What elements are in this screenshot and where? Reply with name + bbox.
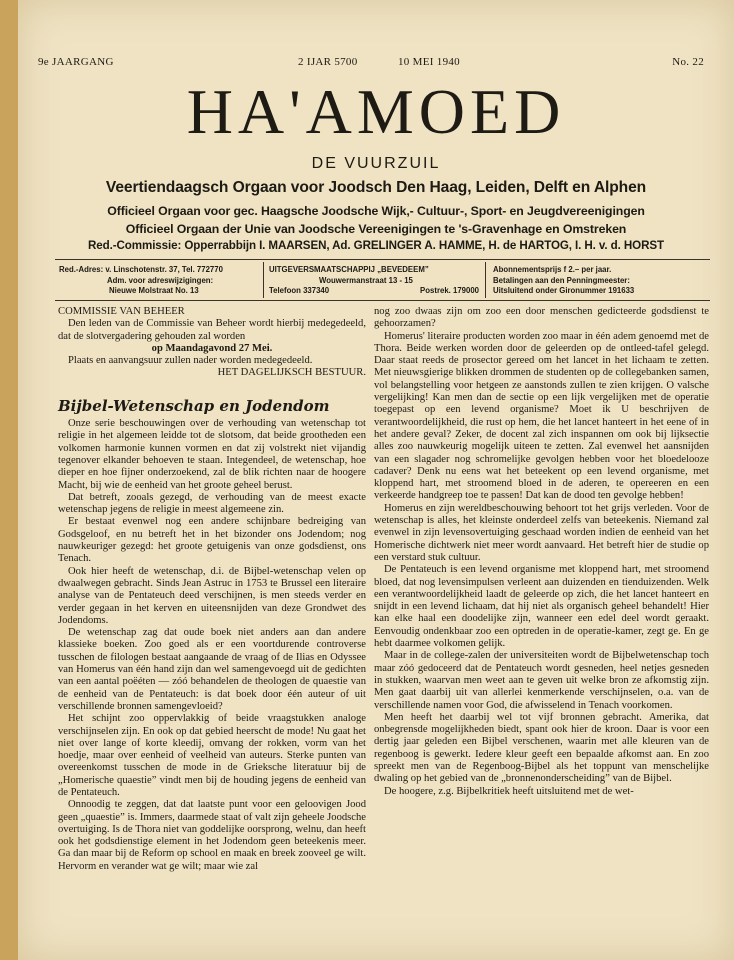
article-paragraph: Onnoodig te zeggen, dat dat laatste punt voor een geloovigen Jood geen „quaestie” is. Immers, daarmede staat of valt zijn geheele Joodsche overtuiging. Is de Thora niet van goddelijke oorsprong, welnu, dan heeft ook het godsdienstige element in het Jodendom geen beteekenis meer. Ga dan maar bij de Reform op school en maak en breek zooveel ge wilt. Hervorm en verander wat ge wilt; maar wie zal: [58, 799, 366, 872]
article-paragraph: Ook hier heeft de wetenschap, d.i. de Bijbel-wetenschap velen op dwaalwegen gebracht. Sinds Jean Astruc in 1753 te Brussel een literaire analyse van de Pentateuch deed verschijnen, is men steeds verder en verder gegaan in het kerven en uiteensnijden van deze Grondwet des Jodendoms.: [58, 565, 366, 626]
article-body-left: [58, 418, 366, 873]
subscription-line: Betalingen aan den Penningmeester:: [493, 275, 630, 285]
masthead-title: HA'AMOED: [186, 76, 566, 147]
subscription-block: [493, 265, 634, 297]
article-paragraph: Onze serie beschouwingen over de verhouding van wetenschap tot religie in het algemeen leidde tot de slotsom, dat beide grootheden een volkomen harmonie kunnen vormen en dat zij volstrekt niet vijandig tegenover elkander behoeven te staan. Integendeel, de wetenschap, hoe dieper en hoe fijner onderzoekend, zal de blik richten naar de hoogere Macht, bij wie de eenheid van het groote geheel berust.: [58, 418, 366, 491]
article-paragraph: Maar in de college-zalen der universiteiten wordt de Bijbelwetenschap toch maar zóó gedoceerd dat de Pentateuch wordt gesneden, heel netjes gesneden in stukken, waarvan men weet aan te geven uit welke bron ze afkomstig zijn. Men gaat daarbij uit van allerlei kenmerkende verschijnselen, o.a. van de verschillende namen voor God, die afwisselend in Tenach voorkomen.: [374, 650, 709, 711]
volume: 9e JAARGANG: [38, 56, 114, 68]
article-paragraph: Homerus en zijn wereldbeschouwing behoort tot het grijs verleden. Voor de wetenschap is alles, het kleinste onderdeel zelfs van beteekenis. Niemand zal evenwel in zijn levensovertuiging geschaad worden indien de eenheid van het Homerische dichtwerk niet meer wordt aanvaard. Het betreft hier de studie op een verstard stuk cultuur.: [374, 502, 709, 563]
issue-date: 10 MEI 1940: [398, 56, 460, 68]
article-body-right: [374, 306, 709, 798]
publisher-giro: Postrek. 179000: [420, 286, 479, 295]
official-organ-2: Officieel Orgaan der Unie van Joodsche Vereenigingen te 's-Gravenhage en Omstreken: [125, 222, 627, 236]
article-paragraph: De wetenschap zag dat oude boek niet anders aan dan andere klassieke boeken. Zoo goed als er een voortdurende controverse tusschen de filologen bestaat aangaande de vraag of de Ilias en Odyssee van Homerus van één hand zijn dan wel samengevoegd uit de gedichten van een aantal poëéten — zóó behandelen de theologen de quaestie van de eenheid van de Pentateuch: is dat boek door één auteur of uit verschillende bronnen samengevloeid?: [58, 627, 366, 712]
issue-line: [38, 56, 704, 70]
divider: [485, 262, 486, 298]
article-title: Bijbel-Wetenschap en Jodendom: [58, 396, 330, 415]
publisher-block: [269, 265, 481, 297]
address-block: [59, 265, 223, 297]
article-paragraph: nog zoo dwaas zijn om zoo een door menschen gedicteerde godsdienst te gehoorzamen?: [374, 306, 709, 330]
info-box: [55, 259, 710, 301]
article-paragraph: Er bestaat evenwel nog een andere schijnbare bedreiging van Godsgeloof, en nu betreft het in het bizonder ons Jodendom; nog nauwkeuriger gezegd: het groote getuigenis van onze godsdienst, ons Tenach.: [58, 516, 366, 565]
notice-text: Plaats en aanvangsuur zullen nader worden medegedeeld.: [68, 355, 313, 367]
article-paragraph: De Pentateuch is een levend organisme met kloppend hart, met stroomend bloed, dat nog levensimpulsen verleent aan duizenden en tienduizenden. Welk een verantwoordelijkheid laadt de geleerde op zich, die het lancet hanteert en snijdt in een levend lichaam, dat hij niet als organisch geheel behandelt! Hier kan elke haal een doodelijke zijn, wanneer een edel deel wordt geraakt. Eenvoudig ondenkbaar zoo een optreden in de operatie-kamer, zegt ge. En ge hebt daarmee volkomen gelijk.: [374, 564, 709, 650]
masthead-subtitle: DE VUURZUIL: [311, 155, 441, 172]
article-paragraph: Men heeft het daarbij wel tot vijf bronnen gebracht. Amerika, dat onbegrensde mogelijkheden biedt, spant ook hier de kroon. Daar is voor een dertig jaar geleden een Bijbel verschenen, waarin met alle kleuren van de regenboog is gewerkt. Iedere kleur geeft een bepaalde afkomst aan. En zoo spreekt men van de Regenboog-Bijbel als het toppunt van menschelijke dwaling op het gebied van de „bronnenonderscheiding” van de Bijbel.: [374, 711, 709, 785]
divider: [263, 262, 264, 298]
left-column: [58, 306, 366, 873]
editorial-committee: Red.-Commissie: Opperrabbijn I. MAARSEN, Ad. GRELINGER A. HAMME, H. de HARTOG, I. H. v. d. HORST: [88, 239, 664, 252]
notice-date: op Maandagavond 27 Mei.: [151, 342, 273, 354]
address-line: Adm. voor adreswijzigingen:: [107, 275, 214, 285]
subscription-line: Uitsluitend onder Gironummer 191633: [493, 286, 635, 295]
right-column: [374, 306, 709, 798]
article-paragraph: Het schijnt zoo oppervlakkig of beide vraagstukken analoge verschijnselen zijn. En ook op dat gebied heerscht de mode! Nu gaat het niet over lange of korte kleedij, omvang der rokken, vorm van het hoedje, maar over eenheid of veelheid van auteurs. Sterke punten van overeenkomst tusschen de mode in de Grieksche literatuur bij de „Homerische quaestie” vindt men bij de houding jegens de eenheid van de Pentateuch.: [58, 713, 366, 798]
notice-signature: HET DAGELIJKSCH BESTUUR.: [217, 367, 366, 379]
article-paragraph: Homerus' literaire producten worden zoo maar in één adem genoemd met de Thora. Beide werken worden door de geleerden op de ontleed-tafel gelegd. Daar staat reeds de prosector gereed om het lancet in het lichaam te zetten. Met nieuwsgierige blikken drommen de studenten op de collegebanken samen, vol belangstelling voor hetgeen ze aanstonds zullen te zien krijgen. O valsche vergelijking! Kan men dan de sectie op een lijk vergelijken met de operatie toegepast op een levend organisme? Moet ik U beschrijven de verantwoordelijkheid, die rust op hem, die het lancet hanteert in het eene of in het andere geval? Zeker, de docent zal zich inspannen om ook bij lijksectie alles zoo nauwkeurig mogelijk uiteen te zetten. Zal evenwel het aansnijden van een slagader nog schromelijke gevolgen hebben voor het bloedelooze cadaver? Denk nu eens wat het beteekent op een levend organisme, met kloppend hart, met stroomend bloed in de aderen, te opereeren en een verkeerde handgreep toe te passen! Dat kan de dood ten gevolge hebben!: [374, 330, 709, 502]
publisher-name: UITGEVERSMAATSCHAPPIJ „BEVEDEEM”: [269, 265, 429, 274]
notice-text: Den leden van de Commissie van Beheer wordt hierbij medegedeeld, dat de slotvergadering gehouden zal worden: [58, 318, 366, 342]
notice-heading: COMMISSIE VAN BEHEER: [58, 306, 185, 317]
official-organ-1: Officieel Orgaan voor gec. Haagsche Joodsche Wijk,- Cultuur-, Sport- en Jeugdvereenigingen: [107, 204, 645, 218]
article-paragraph: Dat betreft, zooals gezegd, de verhouding van de meest exacte wetenschap jegens de religie in meest algemeene zin.: [58, 491, 366, 516]
hebrew-date: 2 IJAR 5700: [298, 56, 358, 68]
subscription-line: Abonnementsprijs f 2.– per jaar.: [493, 265, 612, 274]
issue-number: No. 22: [672, 56, 704, 68]
address-line: Nieuwe Molstraat No. 13: [109, 286, 199, 295]
article-paragraph: De hoogere, z.g. Bijbelkritiek heeft uitsluitend met de wet-: [384, 785, 634, 797]
address-line: Red.-Adres: v. Linschotenstr. 37, Tel. 772770: [59, 265, 223, 274]
publisher-address: Wouwermanstraat 13 - 15: [319, 275, 413, 285]
tagline: Veertiendaagsch Orgaan voor Joodsch Den Haag, Leiden, Delft en Alphen: [105, 179, 647, 196]
publisher-phone: Telefoon 337340: [269, 286, 330, 295]
